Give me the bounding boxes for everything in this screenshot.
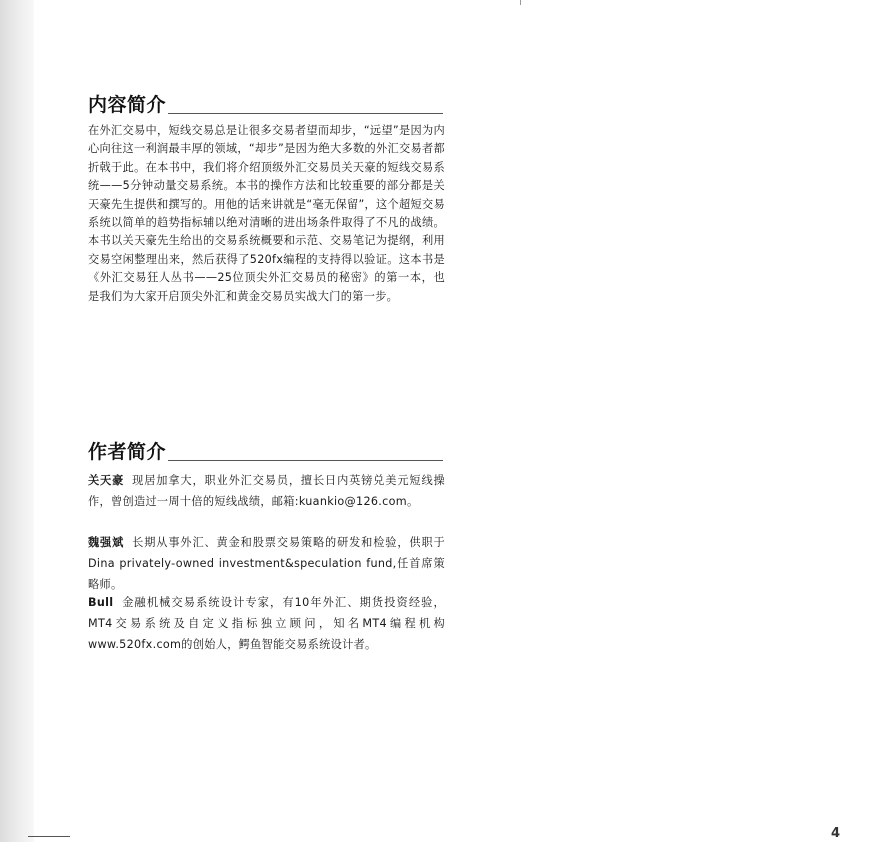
authors-heading — [88, 441, 443, 463]
author-name: 关天豪 — [88, 474, 125, 487]
page-number: 4 — [831, 826, 841, 841]
authors-heading-rule — [168, 460, 443, 461]
footer-rule — [28, 836, 70, 837]
author-bio — [88, 470, 445, 512]
author-bio-text: 长期从事外汇、黄金和股票交易策略的研发和检验，供职于Dina privately-owned investment&speculation fund,任首席策略师。 — [88, 536, 445, 591]
author-bio-text: 现居加拿大，职业外汇交易员，擅长日内英镑兑美元短线操作，曾创造过一周十倍的短线战绩，邮箱:kuankio@126.com。 — [88, 474, 445, 508]
scan-mark — [520, 0, 521, 5]
scan-page-edge — [0, 0, 34, 842]
author-name: Bull — [88, 596, 114, 609]
author-bio-text: 金融机械交易系统设计专家，有10年外汇、期货投资经验，MT4交易系统及自定义指标独立顾问，知名MT4编程机构www.520fx.com的创始人，鳄鱼智能交易系统设计者。 — [88, 596, 445, 651]
author-bio — [88, 592, 445, 655]
authors-title: 作者简介 — [88, 441, 167, 463]
intro-body: 在外汇交易中，短线交易总是让很多交易者望而却步，“远望”是因为内心向往这一利润最丰厚的领域，“却步”是因为绝大多数的外汇交易者都折戟于此。在本书中，我们将介绍顶级外汇交易员关天豪的短线交易系统——5分钟动量交易系统。本书的操作方法和比较重要的部分都是关天豪先生提供和撰写的。用他的话来讲就是“毫无保留”，这个超短交易系统以简单的趋势指标辅以绝对清晰的进出场条件取得了不凡的战绩。本书以关天豪先生给出的交易系统概要和示范、交易笔记为提纲，利用交易空闲整理出来，然后获得了520fx编程的支持得以验证。这本书是《外汇交易狂人丛书——25位顶尖外汇交易员的秘密》的第一本，也是我们为大家开启顶尖外汇和黄金交易员实战大门的第一步。 — [88, 124, 445, 303]
author-name: 魏强斌 — [88, 536, 125, 549]
intro-title: 内容简介 — [88, 94, 167, 116]
intro-heading-rule — [168, 113, 443, 114]
author-bio — [88, 532, 445, 595]
intro-heading — [88, 94, 443, 116]
